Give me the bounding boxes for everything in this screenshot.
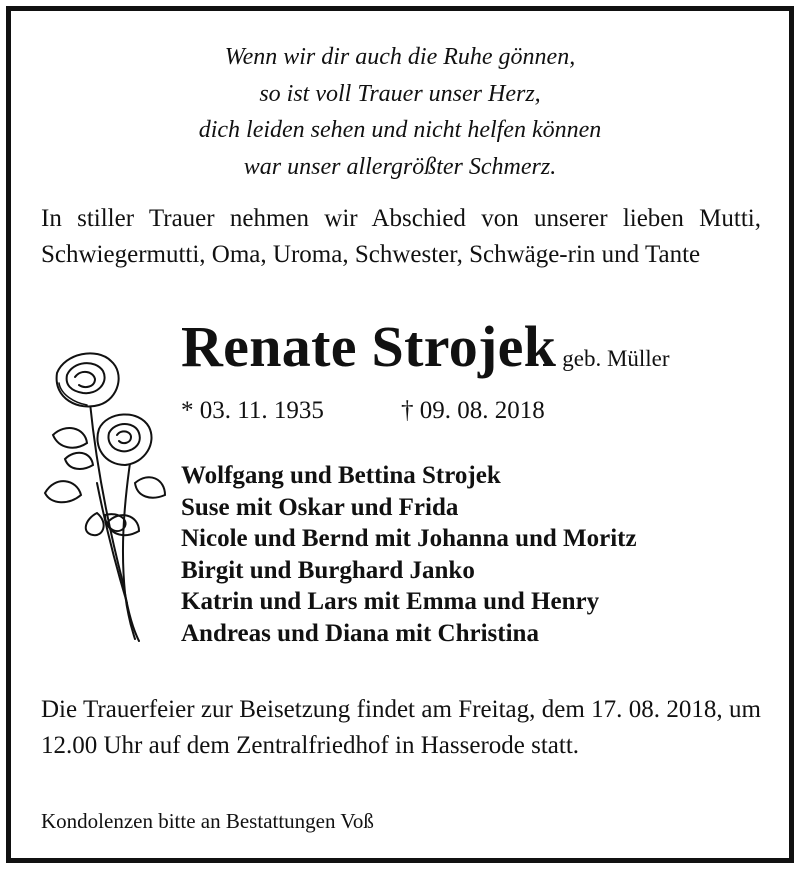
family-entry: Andreas und Diana mit Christina [181, 619, 539, 647]
poem-line: dich leiden sehen und nicht helfen können [198, 117, 602, 143]
poem-line: war unser allergrößter Schmerz. [243, 153, 557, 180]
birth-date: * 03. 11. 1935 [181, 397, 324, 424]
deceased-name-line [181, 313, 670, 380]
obituary-notice [6, 6, 794, 863]
family-entry: Nicole und Bernd mit Johanna und Moritz [181, 525, 637, 552]
deceased-name: Renate Strojek [181, 314, 557, 379]
family-entry: Wolfgang und Bettina Strojek [181, 462, 501, 489]
maiden-name: geb. Müller [562, 346, 670, 371]
poem-line: Wenn wir dir auch die Ruhe gönnen, [224, 44, 576, 70]
death-date: † 09. 08. 2018 [401, 397, 545, 424]
poem-line: so ist voll Trauer unser Herz, [259, 80, 541, 107]
family-entry: Katrin und Lars mit Emma und Henry [181, 588, 600, 615]
family-entry: Birgit und Burghard Janko [181, 556, 475, 584]
roses-icon [35, 343, 175, 643]
family-entry: Suse mit Oskar und Frida [181, 493, 459, 521]
poem [11, 39, 789, 185]
family-list [181, 460, 637, 649]
intro-text: In stiller Trauer nehmen wir Abschied von unserer lieben Mutti, Schwiegermutti, Oma, Uroma, Schwester, Schwäge-rin und Tante [41, 205, 761, 268]
condolences-note: Kondolenzen bitte an Bestattungen Voß [41, 809, 374, 833]
service-details: Die Trauerfeier zur Beisetzung findet am Freitag, dem 17. 08. 2018, um 12.00 Uhr auf dem Zentralfriedhof in Hasserode statt. [41, 696, 761, 759]
